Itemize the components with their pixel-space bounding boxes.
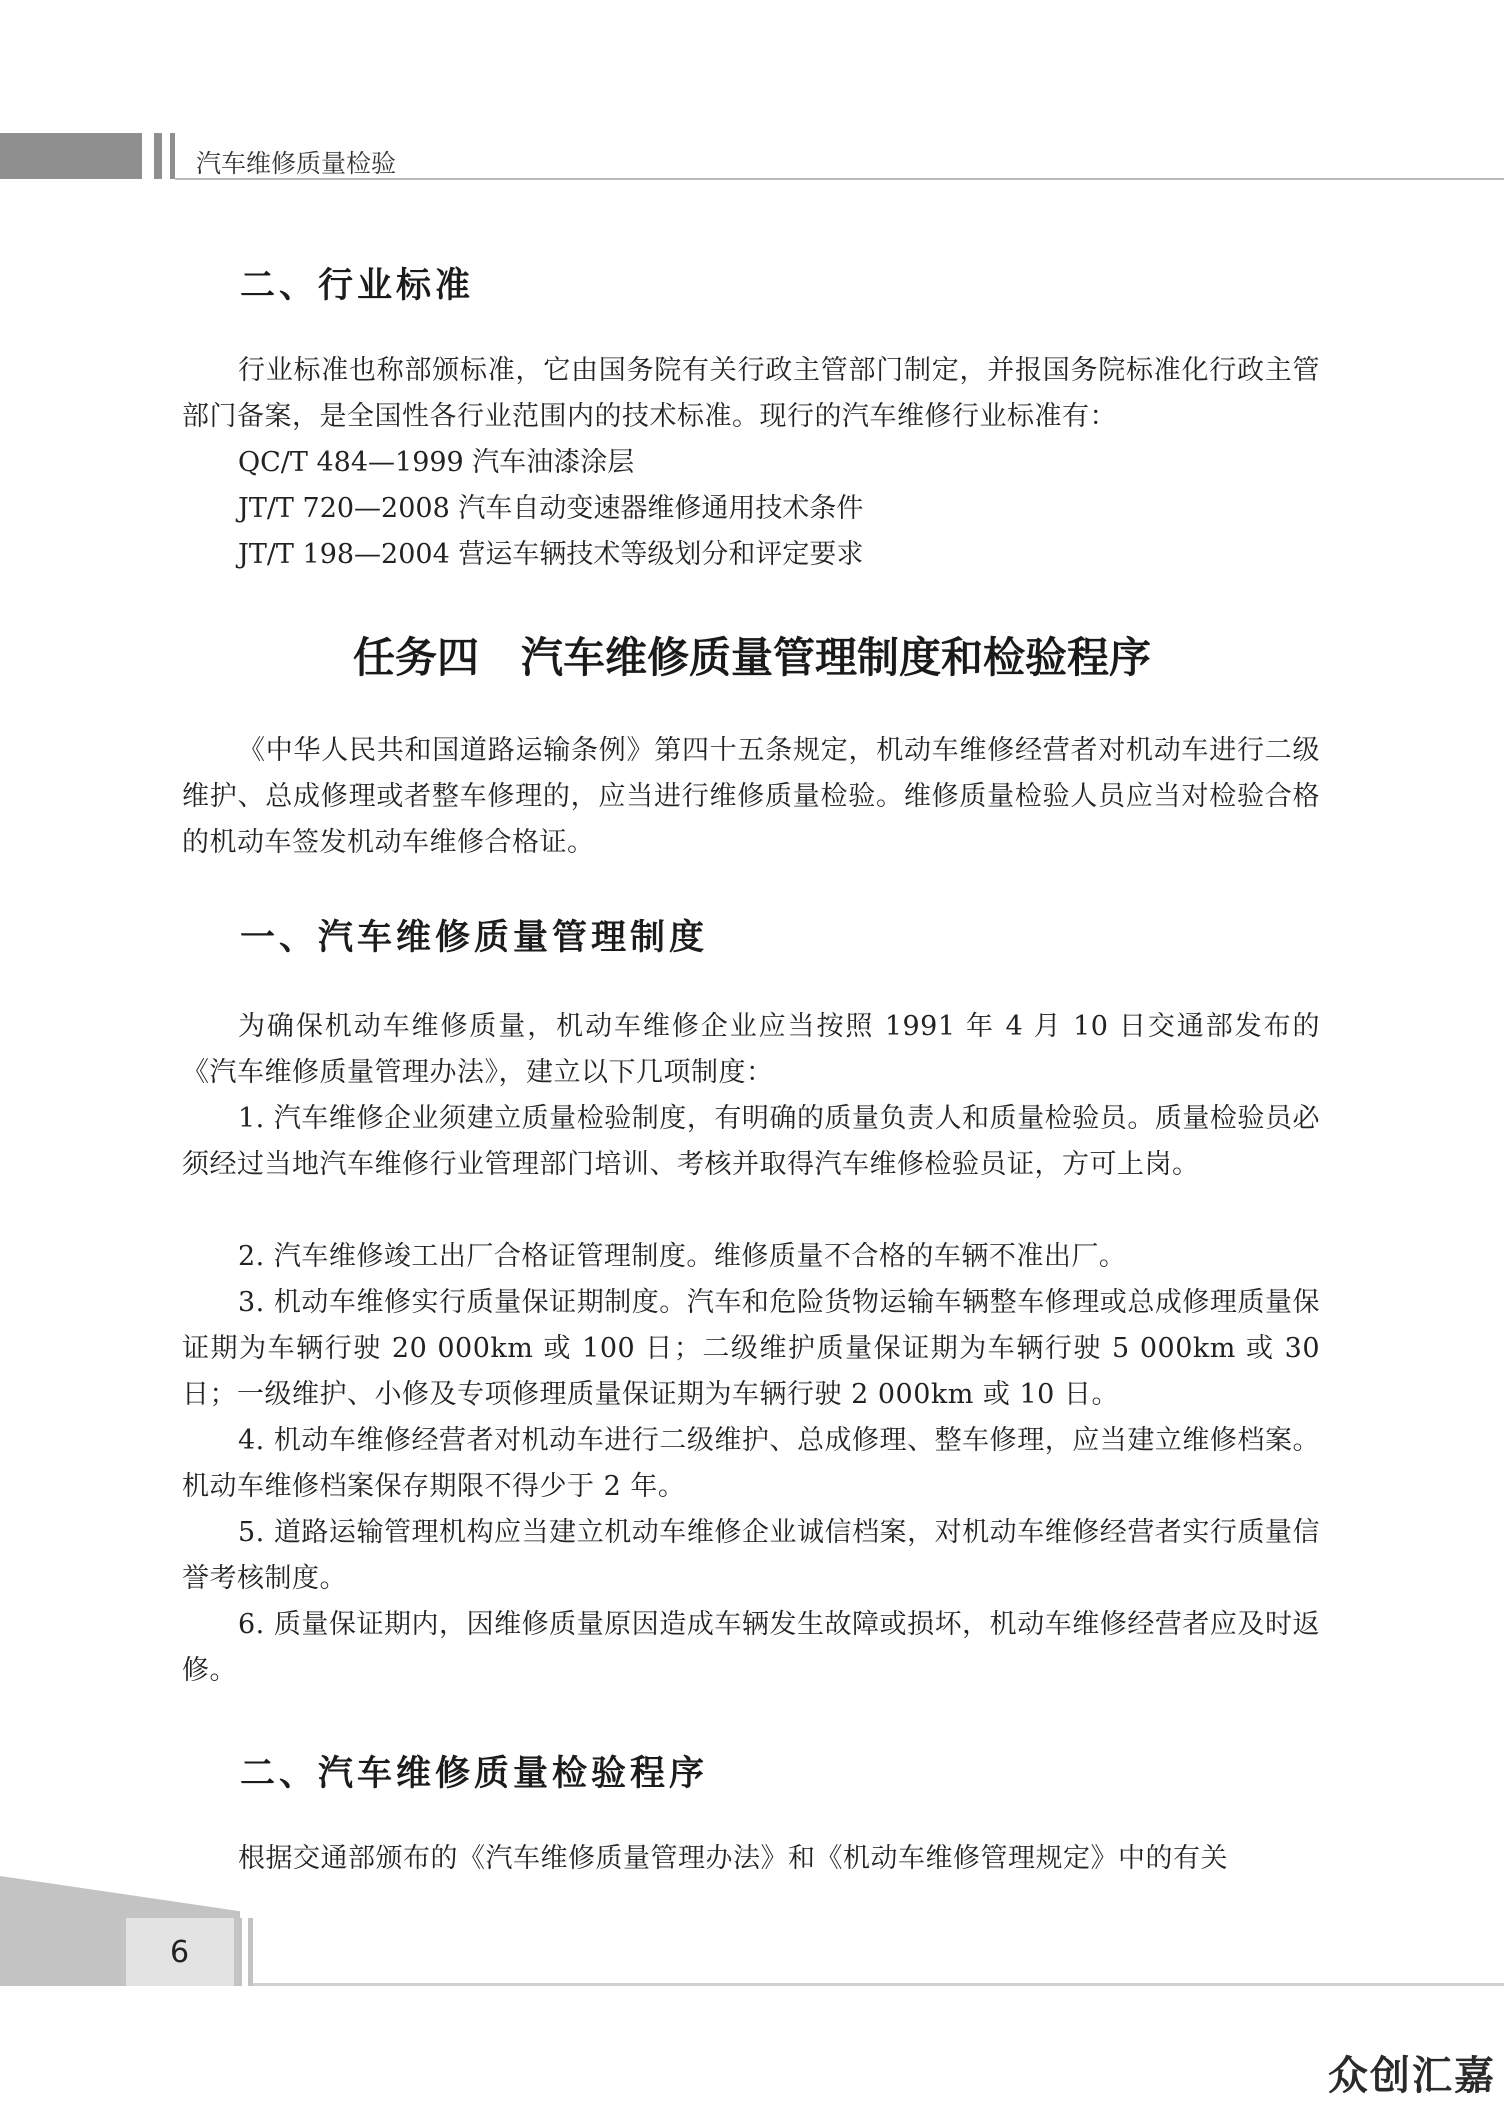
standard-list-item: JT/T 198—2004 营运车辆技术等级划分和评定要求 <box>238 539 864 570</box>
section-heading-management-system: 一、汽车维修质量管理制度 <box>240 918 709 958</box>
management-item: 3. 机动车维修实行质量保证期制度。汽车和危险货物运输车辆整车修理或总成修理质量保证期为车辆行驶 20 000km 或 100 日；二级维护质量保证期为车辆行驶 5 000km 或 30 日；一级维护、小修及专项修理质量保证期为车辆行驶 2 000km 或 10 日。 <box>182 1287 1320 1410</box>
management-item: 5. 道路运输管理机构应当建立机动车维修企业诚信档案，对机动车维修经营者实行质量信誉考核制度。 <box>182 1517 1320 1594</box>
footer-decor-bar <box>234 1918 242 1986</box>
task-intro-paragraph: 《中华人民共和国道路运输条例》第四十五条规定，机动车维修经营者对机动车进行二级维护、总成修理或者整车修理的，应当进行维修质量检验。维修质量检验人员应当对检验合格的机动车签发机动车维修合格证。 <box>182 735 1320 858</box>
management-item: 4. 机动车维修经营者对机动车进行二级维护、总成修理、整车修理，应当建立维修档案。机动车维修档案保存期限不得少于 2 年。 <box>182 1425 1320 1502</box>
running-header-title: 汽车维修质量检验 <box>196 149 397 178</box>
management-item: 1. 汽车维修企业须建立质量检验制度，有明确的质量负责人和质量检验员。质量检验员必须经过当地汽车维修行业管理部门培训、考核并取得汽车维修检验员证，方可上岗。 <box>182 1103 1320 1180</box>
footer-rule <box>253 1983 1504 1986</box>
management-intro-paragraph: 为确保机动车维修质量，机动车维修企业应当按照 1991 年 4 月 10 日交通部发布的《汽车维修质量管理办法》，建立以下几项制度： <box>182 1011 1320 1088</box>
management-item: 2. 汽车维修竣工出厂合格证管理制度。维修质量不合格的车辆不准出厂。 <box>238 1241 1127 1272</box>
watermark-logo: 众创汇嘉 <box>1328 2053 1496 2099</box>
header-decor-bar <box>154 133 162 179</box>
management-item: 6. 质量保证期内，因维修质量原因造成车辆发生故障或损坏，机动车维修经营者应及时返修。 <box>182 1609 1320 1686</box>
section-heading-inspection-procedure: 二、汽车维修质量检验程序 <box>240 1754 709 1794</box>
inspection-procedure-paragraph: 根据交通部颁布的《汽车维修质量管理办法》和《机动车维修管理规定》中的有关 <box>238 1843 1228 1874</box>
header-decor-bar <box>170 133 175 179</box>
header-decor-block <box>0 133 142 179</box>
industry-standard-paragraph: 行业标准也称部颁标准，它由国务院有关行政主管部门制定，并报国务院标准化行政主管部门备案，是全国性各行业范围内的技术标准。现行的汽车维修行业标准有： <box>182 355 1320 432</box>
standard-list-item: QC/T 484—1999 汽车油漆涂层 <box>238 447 635 478</box>
footer-decor-bar <box>248 1918 253 1986</box>
page-number: 6 <box>126 1918 236 1986</box>
standard-list-item: JT/T 720—2008 汽车自动变速器维修通用技术条件 <box>238 493 864 524</box>
section-heading-industry-standard: 二、行业标准 <box>240 266 475 306</box>
task-title: 任务四 汽车维修质量管理制度和检验程序 <box>352 633 1151 682</box>
